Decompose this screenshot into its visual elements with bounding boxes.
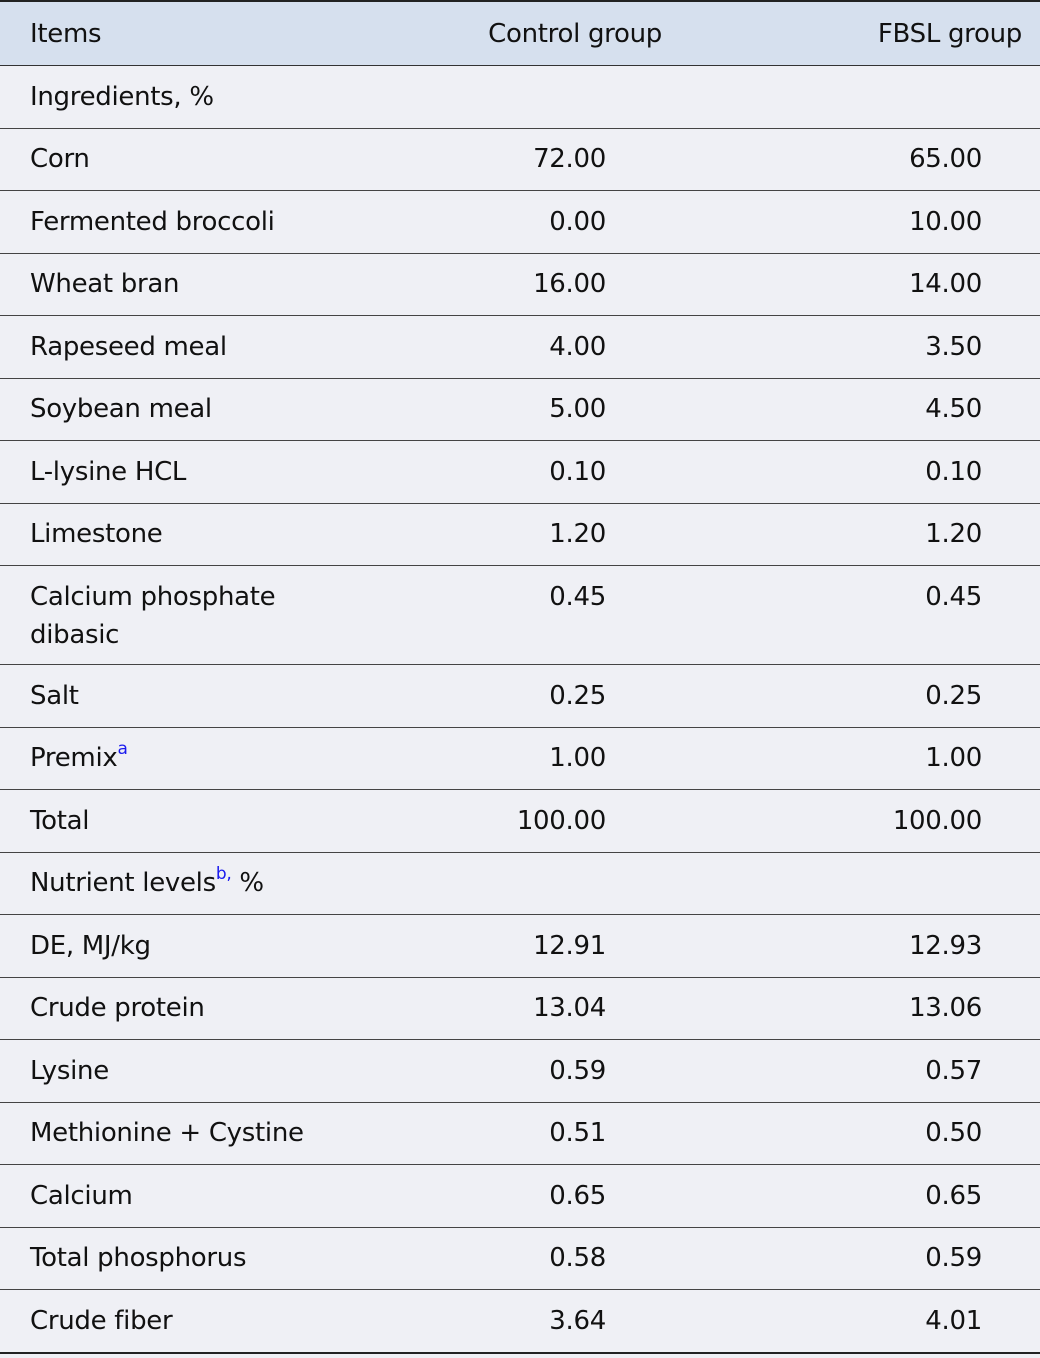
table-row: [0, 1102, 1040, 1165]
table-row: [0, 1165, 1040, 1228]
table-row: [0, 253, 1040, 316]
row-label-line2: dibasic: [30, 620, 120, 650]
row-label: Corn: [30, 144, 90, 175]
control-value: 0.00: [549, 206, 606, 237]
control-value: 1.00: [549, 743, 606, 774]
fbsl-value: 0.65: [925, 1180, 982, 1211]
table-row: [0, 1290, 1040, 1353]
row-label-line1: Calcium phosphate: [30, 582, 276, 612]
control-value: 0.65: [549, 1180, 606, 1211]
row-label: L-lysine HCL: [30, 456, 187, 487]
control-value: 3.64: [549, 1305, 606, 1336]
table-row: [0, 191, 1040, 254]
section-label-text: Nutrient levels: [30, 868, 216, 899]
fbsl-value: 0.25: [925, 680, 982, 711]
table-row: [0, 128, 1040, 191]
control-value: 13.04: [533, 993, 606, 1024]
section-row-nutrients: [0, 852, 1040, 915]
control-value: 0.51: [549, 1118, 606, 1149]
row-label: Crude protein: [30, 993, 205, 1024]
section-row-ingredients: [0, 66, 1040, 129]
control-value: 1.20: [549, 519, 606, 550]
row-label: Lysine: [30, 1055, 109, 1086]
table-row: [0, 441, 1040, 504]
fbsl-value: 1.20: [925, 519, 982, 550]
fbsl-value: 0.59: [925, 1243, 982, 1274]
header-row: [0, 1, 1040, 66]
row-label: [0, 566, 420, 665]
row-label: [0, 727, 420, 790]
table-row: [0, 378, 1040, 441]
fbsl-value: 12.93: [909, 930, 982, 961]
control-value: 5.00: [549, 394, 606, 425]
fbsl-value: 14.00: [909, 269, 982, 300]
control-value: 16.00: [533, 269, 606, 300]
table-row: [0, 503, 1040, 566]
table-header: [0, 1, 1040, 66]
fbsl-value: 4.01: [925, 1305, 982, 1336]
row-label: Total: [30, 805, 90, 836]
control-value: 0.25: [549, 680, 606, 711]
table-row-total: [0, 790, 1040, 853]
control-value: 0.45: [549, 582, 606, 612]
row-label: Total phosphorus: [30, 1243, 247, 1274]
fbsl-value: 0.57: [925, 1055, 982, 1086]
section-label: Ingredients, %: [30, 81, 214, 112]
control-value: 0.10: [549, 456, 606, 487]
control-value: 72.00: [533, 144, 606, 175]
table-row: [0, 665, 1040, 728]
row-label: Calcium: [30, 1180, 133, 1211]
fbsl-value: 65.00: [909, 144, 982, 175]
fbsl-value: 0.50: [925, 1118, 982, 1149]
section-label: [0, 852, 420, 915]
table-row: [0, 1040, 1040, 1103]
control-value: 4.00: [549, 331, 606, 362]
control-value: 100.00: [516, 805, 606, 836]
row-label: Limestone: [30, 519, 163, 550]
header-fbsl-group: FBSL group: [877, 18, 1022, 49]
control-value: 0.59: [549, 1055, 606, 1086]
footnote-link-b[interactable]: b,: [215, 864, 232, 885]
row-label: DE, MJ/kg: [30, 930, 151, 961]
row-label-text: Premix: [30, 743, 118, 774]
section-label-suffix: %: [231, 868, 264, 899]
table-row: [0, 727, 1040, 790]
table-body: [0, 66, 1040, 1353]
fbsl-value: 0.45: [925, 582, 982, 612]
control-value: 12.91: [533, 930, 606, 961]
fbsl-value: 3.50: [925, 331, 982, 362]
row-label: Rapeseed meal: [30, 331, 227, 362]
footnote-link-a[interactable]: a: [117, 739, 128, 760]
fbsl-value: 1.00: [925, 743, 982, 774]
row-label: Fermented broccoli: [30, 206, 275, 237]
table-row: [0, 977, 1040, 1040]
table-row: [0, 1227, 1040, 1290]
table-row: [0, 915, 1040, 978]
row-label: Crude fiber: [30, 1305, 173, 1336]
header-control-group: Control group: [488, 18, 662, 49]
row-label: Soybean meal: [30, 394, 212, 425]
fbsl-value: 13.06: [909, 993, 982, 1024]
fbsl-value: 0.10: [925, 456, 982, 487]
row-label: Wheat bran: [30, 269, 180, 300]
table-row: [0, 566, 1040, 665]
control-value: 0.58: [549, 1243, 606, 1274]
table-row: [0, 316, 1040, 379]
row-label: Methionine + Cystine: [30, 1118, 304, 1149]
fbsl-value: 4.50: [925, 394, 982, 425]
header-items: Items: [30, 18, 102, 49]
fbsl-value: 100.00: [892, 805, 982, 836]
row-label: Salt: [30, 680, 79, 711]
fbsl-value: 10.00: [909, 206, 982, 237]
